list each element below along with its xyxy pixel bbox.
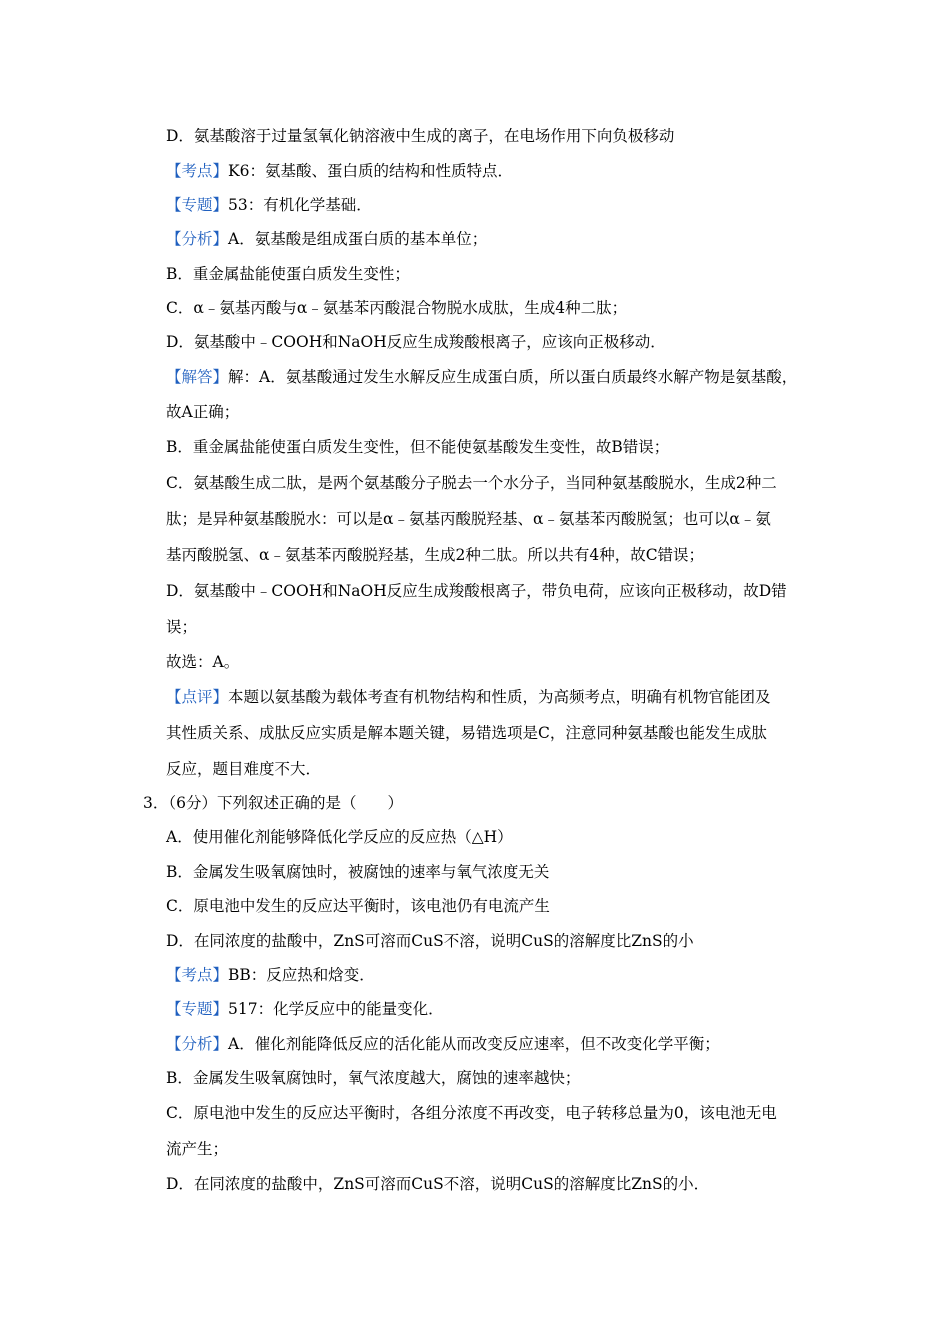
q3-fenxi-d-line: D．在同浓度的盐酸中，ZnS可溶而CuS不溶，说明CuS的溶解度比ZnS的小． [166,1175,710,1193]
q3-fenxi-b-line: B．金属发生吸氧腐蚀时，氧气浓度越大，腐蚀的速率越快； [166,1069,581,1087]
q3-kaodian-tag: 【考点】 [166,966,229,984]
zhuanti-tag: 【专题】 [166,196,229,214]
jieda-tag: 【解答】 [166,368,229,386]
q3-fenxi-text: A．催化剂能降低反应的活化能从而改变反应速率，但不改变化学平衡； [228,1035,720,1053]
jieda-b-line: B．重金属盐能使蛋白质发生变性，但不能使氨基酸发生变性，故B错误； [166,438,670,456]
jieda-d-line-1: D．氨基酸中﹣COOH和NaOH反应生成羧酸根离子，带负电荷，应该向正极移动，故D错 [166,582,787,600]
question-3-option-a: A．使用催化剂能够降低化学反应的反应热（△H） [166,828,513,846]
jieda-line-2: 故A正确； [166,403,240,421]
q3-kaodian-line [166,965,375,985]
question-3-option-c: C．原电池中发生的反应达平衡时，该电池仍有电流产生 [166,897,550,915]
jieda-text: 解：A．氨基酸通过发生水解反应生成蛋白质，所以蛋白质最终水解产物是氨基酸， [228,368,798,386]
fenxi-b-line: B．重金属盐能使蛋白质发生变性； [166,265,410,283]
kaodian-line [166,161,513,181]
jieda-d-line-2: 误； [166,618,198,636]
q3-zhuanti-line [166,999,444,1019]
fenxi-d-line: D．氨基酸中﹣COOH和NaOH反应生成羧酸根离子，应该向正极移动． [166,333,666,351]
option-d-line: D．氨基酸溶于过量氢氧化钠溶液中生成的离子，在电场作用下向负极移动 [166,127,675,145]
jieda-line [166,367,797,387]
jieda-c-line-1: C．氨基酸生成二肽，是两个氨基酸分子脱去一个水分子，当同种氨基酸脱水，生成2种二 [166,474,777,492]
q3-fenxi-tag: 【分析】 [166,1035,229,1053]
zhuanti-text: 53：有机化学基础． [228,196,372,214]
dianping-line [166,687,771,707]
question-3-stem: 3．（6分）下列叙述正确的是（ ） [143,794,403,812]
question-3-option-b: B．金属发生吸氧腐蚀时，被腐蚀的速率与氧气浓度无关 [166,863,550,881]
q3-fenxi-c-line-1: C．原电池中发生的反应达平衡时，各组分浓度不再改变，电子转移总量为0，该电池无电 [166,1104,777,1122]
fenxi-text: A．氨基酸是组成蛋白质的基本单位； [228,230,488,248]
question-3-option-d: D．在同浓度的盐酸中，ZnS可溶而CuS不溶，说明CuS的溶解度比ZnS的小 [166,932,694,950]
fenxi-line [166,229,487,249]
q3-fenxi-c-line-2: 流产生； [166,1140,229,1158]
fenxi-c-line: C．α﹣氨基丙酸与α﹣氨基苯丙酸混合物脱水成肽，生成4种二肽； [166,299,628,317]
jieda-c-line-3: 基丙酸脱氢、α﹣氨基苯丙酸脱羟基，生成2种二肽。所以共有4种，故C错误； [166,546,705,564]
q3-zhuanti-tag: 【专题】 [166,1000,229,1018]
dianping-line-2: 其性质关系、成肽反应实质是解本题关键，易错选项是C，注意同种氨基酸也能发生成肽 [166,724,767,742]
q3-fenxi-line [166,1034,720,1054]
kaodian-text: K6：氨基酸、蛋白质的结构和性质特点． [228,162,513,180]
answer-line: 故选：A。 [166,653,240,671]
kaodian-tag: 【考点】 [166,162,229,180]
q3-zhuanti-text: 517：化学反应中的能量变化． [228,1000,444,1018]
fenxi-tag: 【分析】 [166,230,229,248]
jieda-c-line-2: 肽；是异种氨基酸脱水：可以是α﹣氨基丙酸脱羟基、α﹣氨基苯丙酸脱氢；也可以α﹣氨 [166,510,771,528]
q3-kaodian-text: BB：反应热和焓变． [228,966,375,984]
dianping-text: 本题以氨基酸为载体考查有机物结构和性质，为高频考点，明确有机物官能团及 [228,688,771,706]
dianping-tag: 【点评】 [166,688,229,706]
zhuanti-line [166,195,372,215]
dianping-line-3: 反应，题目难度不大． [166,760,322,778]
